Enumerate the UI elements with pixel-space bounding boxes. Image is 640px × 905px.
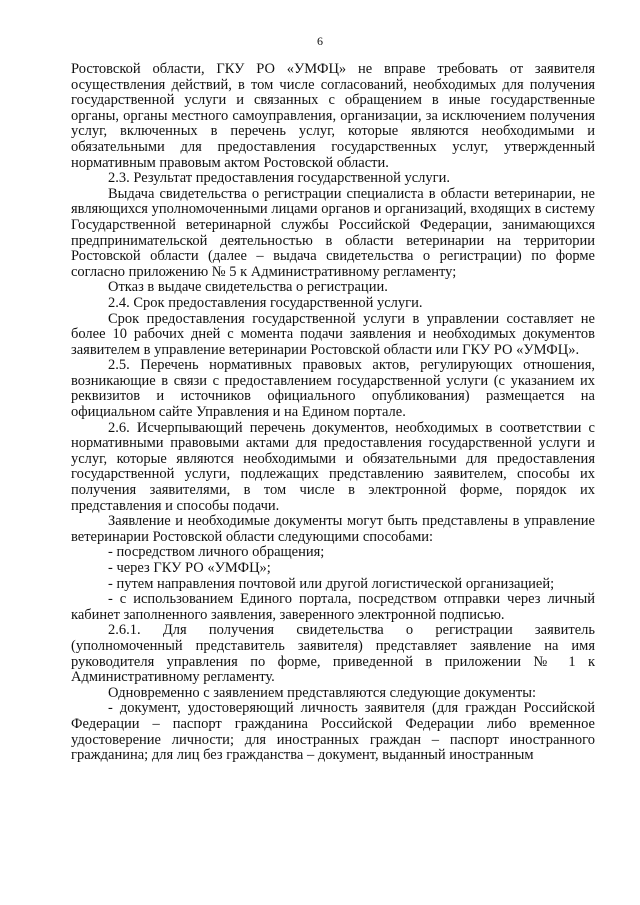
paragraph: 2.5. Перечень нормативных правовых актов, регулирующих отношения, возникающие в связи с предоставлением государственной услуги (с указанием их реквизитов и источников официального опубликования) размещается на официальном сайте Управления и на Едином портале.: [71, 357, 595, 421]
paragraph: - с использованием Единого портала, посредством отправки через личный кабинет заполненного заявления, заверенного электронной подписью.: [71, 591, 595, 623]
paragraph: 2.3. Результат предоставления государственной услуги.: [108, 170, 450, 187]
paragraph: - посредством личного обращения;: [108, 544, 325, 561]
paragraph: - через ГКУ РО «УМФЦ»;: [108, 560, 271, 576]
paragraph: Заявление и необходимые документы могут быть представлены в управление ветеринарии Ростовской области следующими способами:: [71, 513, 595, 545]
document-body: [71, 62, 595, 764]
page-number: 6: [317, 34, 323, 48]
paragraph: Отказ в выдаче свидетельства о регистрации.: [108, 279, 388, 296]
paragraph: Ростовской области, ГКУ РО «УМФЦ» не вправе требовать от заявителя осуществления действий, в том числе согласований, необходимых для получения государственной услуги и связанных с обращением в иные государственные органы, органы местного самоуправления, организации, за исключением получения услуг, включенных в перечень услуг, которые являются необходимыми и обязательными для предоставления государственных услуг, утвержденный нормативным правовым актом Ростовской области.: [71, 61, 595, 171]
paragraph: - документ, удостоверяющий личность заявителя (для граждан Российской Федерации – паспорт гражданина Российской Федерации либо временное удостоверение личности; для иностранных граждан – паспорт иностранного гражданина; для лиц без гражданства – документ, выданный иностранным: [71, 700, 595, 764]
paragraph: Срок предоставления государственной услуги в управлении составляет не более 10 рабочих дней с момента подачи заявления и необходимых документов заявителем в управление ветеринарии Ростовской области или ГКУ РО «УМФЦ».: [71, 310, 595, 358]
paragraph: 2.4. Срок предоставления государственной услуги.: [108, 294, 423, 311]
paragraph: Одновременно с заявлением представляются следующие документы:: [108, 684, 537, 701]
paragraph: 2.6.1. Для получения свидетельства о регистрации заявитель (уполномоченный представитель заявителя) представляет заявление на имя руководителя управления по форме, приведенной в приложении № 1 к Административному регламенту.: [71, 622, 595, 686]
paragraph: Выдача свидетельства о регистрации специалиста в области ветеринарии, не являющихся уполномоченными лицами органов и организаций, входящих в систему Государственной ветеринарной службы Российской Федерации, занимающихся предпринимательской деятельностью в области ветеринарии на территории Ростовской области (далее – выдача свидетельства о регистрации) по форме согласно приложению № 5 к Административному регламенту;: [71, 185, 595, 280]
paragraph: 2.6. Исчерпывающий перечень документов, необходимых в соответствии с нормативными правовыми актами для предоставления государственной услуги и услуг, которые являются необходимыми и обязательными для предоставления государственной услуги, подлежащих представлению заявителем, способы их получения заявителями, в том числе в электронной форме, порядок их представления и способы подачи.: [71, 419, 595, 514]
paragraph: - путем направления почтовой или другой логистической организацией;: [108, 575, 555, 592]
